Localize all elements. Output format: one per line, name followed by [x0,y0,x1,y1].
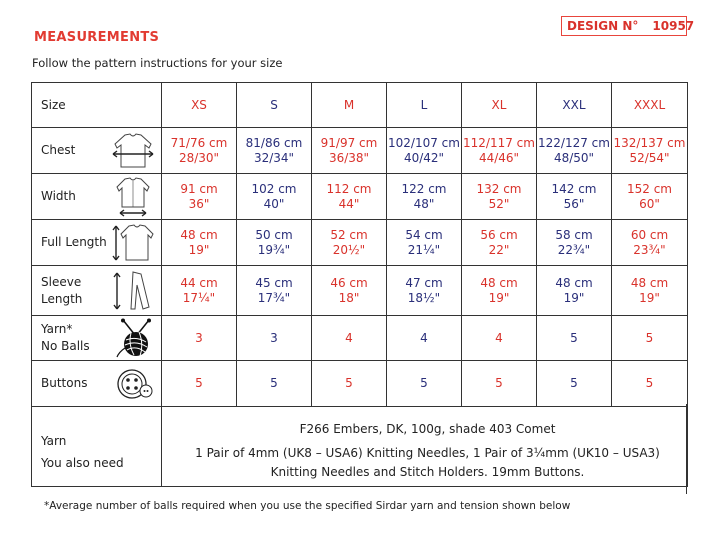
chest-s: 81/86 cm 32/34" [237,128,312,174]
yarn-balls-xl: 4 [462,316,537,361]
width-xl: 132 cm 52" [462,174,537,220]
yarn-balls-s: 3 [237,316,312,361]
sweater-chest-icon [111,132,155,170]
yarn-balls-xxxl: 5 [612,316,688,361]
sleeve-length-icon [111,269,155,313]
buttons-s: 5 [237,361,312,407]
sleeve-length-xl: 48 cm 19" [462,266,537,316]
buttons-xxl: 5 [537,361,612,407]
chest-m: 91/97 cm 36/38" [312,128,387,174]
chest-xl: 112/117 cm 44/46" [462,128,537,174]
width-xxxl: 152 cm 60" [612,174,688,220]
full-length-s: 50 cm 19¾" [237,220,312,266]
chest-xs: 71/76 cm 28/30" [162,128,237,174]
yarn-balls-xxl: 5 [537,316,612,361]
sleeve-length-m: 46 cm 18" [312,266,387,316]
size-label: Size [32,83,162,128]
sleeve-length-xxl: 48 cm 19" [537,266,612,316]
footnote: *Average number of balls required when you use the specified Sirdar yarn and tension shown below [44,500,571,512]
full-length-xxxl: 60 cm 23¾" [612,220,688,266]
chest-xxxl: 132/137 cm 52/54" [612,128,688,174]
chest-row [32,128,688,174]
width-l: 122 cm 48" [387,174,462,220]
full-length-xxl: 58 cm 22¾" [537,220,612,266]
chest-label: Chest [41,143,76,157]
sleeve-length-l: 47 cm 18½" [387,266,462,316]
measurements-table [31,82,688,487]
size-xxl: XXL [537,83,612,128]
full-length-label-cell [32,220,162,266]
full-length-xs: 48 cm 19" [162,220,237,266]
need-info-label: You also need [41,455,124,470]
button-icon [115,366,155,402]
sweater-width-icon [111,177,155,217]
sleeve-length-s: 45 cm 17¾" [237,266,312,316]
yarn-info-value: F266 Embers, DK, 100g, shade 403 Comet [299,421,556,436]
yarn-balls-label-cell [32,316,162,361]
full-length-xl: 56 cm 22" [462,220,537,266]
width-m: 112 cm 44" [312,174,387,220]
size-xs: XS [162,83,237,128]
size-l: L [387,83,462,128]
yarn-balls-xs: 3 [162,316,237,361]
buttons-m: 5 [312,361,387,407]
page-title: MEASUREMENTS [34,30,160,45]
sleeve-length-label-cell [32,266,162,316]
design-number-box [561,16,695,36]
materials-label-cell [32,407,162,487]
sleeve-length-row [32,266,688,316]
need-info-line1: 1 Pair of 4mm (UK8 – USA6) Knitting Needles, 1 Pair of 3¼mm (UK10 – USA3) [195,445,660,460]
materials-values-cell [162,407,688,487]
buttons-xxxl: 5 [612,361,688,407]
full-length-label: Full Length [41,235,107,249]
width-label-cell [32,174,162,220]
yarn-balls-label: Yarn* No Balls [41,322,90,353]
buttons-label-cell [32,361,162,407]
yarn-balls-l: 4 [387,316,462,361]
chest-label-cell [32,128,162,174]
buttons-row [32,361,688,407]
yarn-balls-m: 4 [312,316,387,361]
materials-row [32,407,688,487]
need-info-line2: Knitting Needles and Stitch Holders. 19mm Buttons. [270,464,585,479]
width-label: Width [41,189,76,203]
full-length-m: 52 cm 20½" [312,220,387,266]
size-xxxl: XXXL [612,83,688,128]
buttons-l: 5 [387,361,462,407]
sleeve-length-xxxl: 48 cm 19" [612,266,688,316]
yarn-ball-icon [115,318,155,358]
chest-l: 102/107 cm 40/42" [387,128,462,174]
buttons-xs: 5 [162,361,237,407]
size-m: M [312,83,387,128]
buttons-xl: 5 [462,361,537,407]
size-row [32,83,688,128]
sleeve-length-xs: 44 cm 17¼" [162,266,237,316]
chest-xxl: 122/127 cm 48/50" [537,128,612,174]
full-length-l: 54 cm 21¼" [387,220,462,266]
yarn-balls-row [32,316,688,361]
design-number: 10957 [652,19,695,33]
sweater-length-icon [111,223,155,263]
size-xl: XL [462,83,537,128]
measurements-table-wrap [31,82,687,487]
width-xxl: 142 cm 56" [537,174,612,220]
page-subtitle: Follow the pattern instructions for your size [32,56,283,70]
table-right-border [686,404,687,494]
full-length-row [32,220,688,266]
buttons-label: Buttons [41,376,88,390]
width-xs: 91 cm 36" [162,174,237,220]
yarn-info-label: Yarn [41,433,67,448]
sleeve-length-label: Sleeve Length [41,274,83,306]
width-row [32,174,688,220]
width-s: 102 cm 40" [237,174,312,220]
design-label: DESIGN N° [567,19,639,33]
size-s: S [237,83,312,128]
